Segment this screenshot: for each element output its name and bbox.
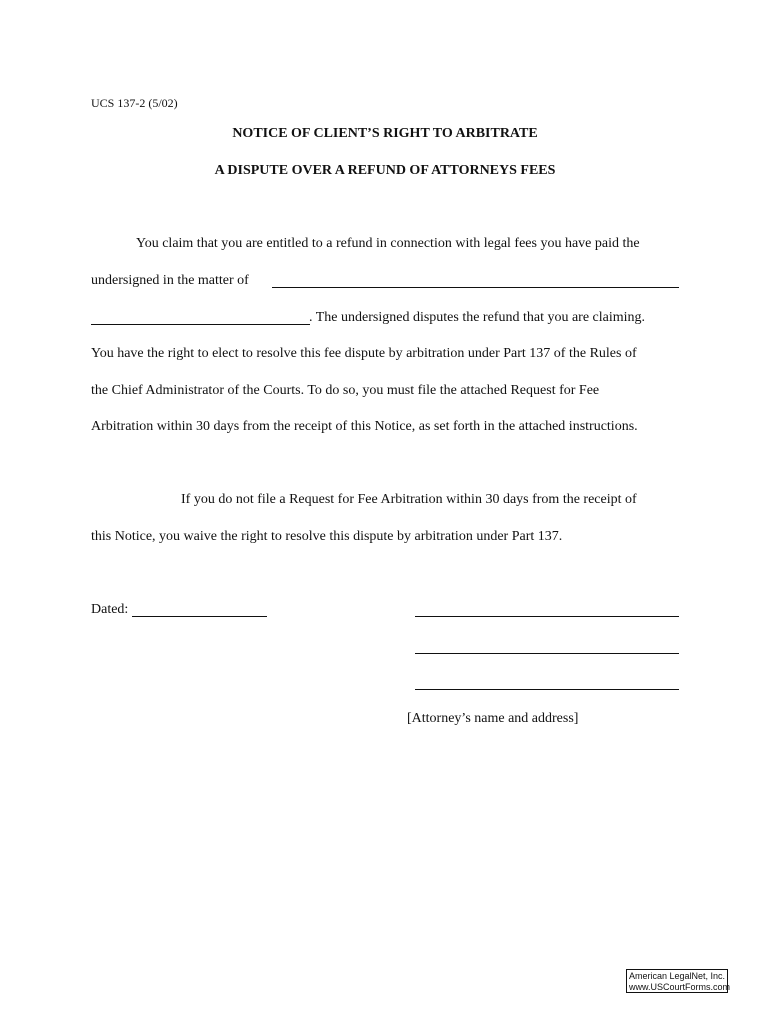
dated-label: Dated: [91, 602, 129, 617]
dated-blank[interactable] [132, 616, 267, 617]
para1-line3: . The undersigned disputes the refund that you are claiming. [309, 310, 646, 325]
publisher-name: American LegalNet, Inc. [629, 971, 726, 981]
title-line-1: NOTICE OF CLIENT’S RIGHT TO ARBITRATE [232, 126, 538, 141]
para1-line1: You claim that you are entitled to a refund in connection with legal fees you have paid the [136, 236, 640, 251]
matter-blank-continued[interactable] [91, 324, 310, 325]
para2-line2: this Notice, you waive the right to resolve this dispute by arbitration under Part 137. [91, 529, 563, 544]
matter-blank[interactable] [272, 287, 679, 288]
matter-label: undersigned in the matter of [91, 273, 249, 288]
publisher-stamp [626, 969, 731, 993]
para1-line5: the Chief Administrator of the Courts. To do so, you must file the attached Request for Fee [91, 383, 600, 398]
para1-line6: Arbitration within 30 days from the receipt of this Notice, as set forth in the attached instructions. [91, 419, 638, 434]
form-code: UCS 137-2 (5/02) [91, 96, 178, 110]
para2-line1: If you do not file a Request for Fee Arbitration within 30 days from the receipt of [181, 492, 637, 507]
attorney-line-3[interactable] [415, 689, 679, 690]
attorney-line-1[interactable] [415, 616, 679, 617]
para1-line4: You have the right to elect to resolve this fee dispute by arbitration under Part 137 of the Rules of [91, 346, 637, 361]
title-line-2: A DISPUTE OVER A REFUND OF ATTORNEYS FEES [214, 163, 556, 178]
publisher-url: www.USCourtForms.com [629, 982, 731, 992]
attorney-line-2[interactable] [415, 653, 679, 654]
attorney-caption: [Attorney’s name and address] [407, 711, 579, 726]
